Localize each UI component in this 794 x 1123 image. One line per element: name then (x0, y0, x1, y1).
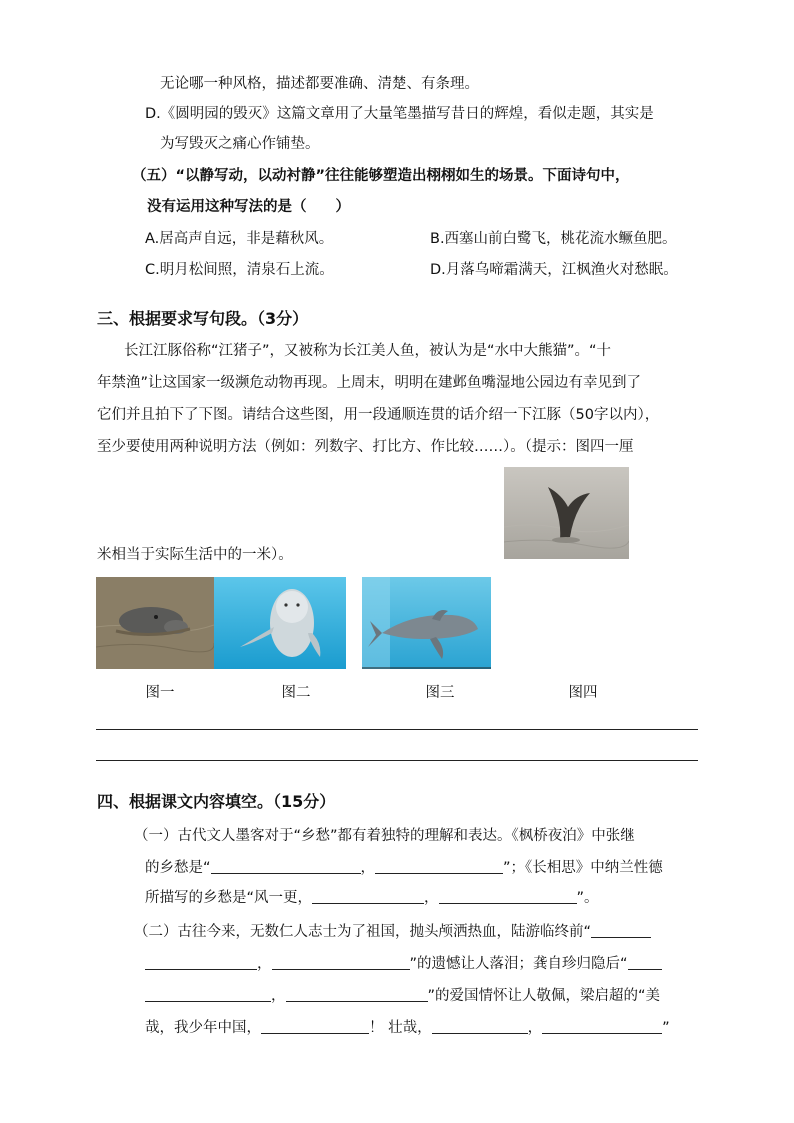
figure-one-caption: 图一 (145, 685, 175, 701)
figure-two-caption: 图二 (281, 685, 311, 701)
fill-blank[interactable] (628, 955, 662, 970)
option-b: B.西塞山前白鹭飞，桃花流水鳜鱼肥。 (430, 231, 677, 247)
option-d-line: D.《圆明园的毁灭》这篇文章用了大量笔墨描写昔日的辉煌，看似走题，其实是 (145, 106, 654, 122)
text-fragment: ”的遗憾让人落泪；龚自珍归隐后“ (409, 956, 628, 972)
paragraph-line: 长江江豚俗称“江猪子”，又被称为长江美人鱼，被认为是“水中大熊猫”。“十 (124, 343, 612, 359)
fill-blank[interactable] (542, 1019, 662, 1034)
text-fragment: ！ 壮哉， (369, 1020, 432, 1036)
question-line (145, 954, 662, 974)
section-title: 三、根据要求写句段。（3分） (97, 309, 309, 328)
fill-blank[interactable] (145, 987, 271, 1002)
figure-three-caption: 图三 (425, 685, 455, 701)
text-fragment: ， (271, 988, 286, 1004)
paragraph-line: 米相当于实际生活中的一米）。 (97, 547, 293, 563)
question-stem: （五）“以静写动，以动衬静”往往能够塑造出栩栩如生的场景。下面诗句中， (132, 168, 630, 184)
figure-one-photo (96, 577, 214, 669)
text-fragment: ， (257, 956, 272, 972)
paragraph-line: 至少要使用两种说明方法（例如：列数字、打比方、作比较……）。（提示：图四一厘 (97, 439, 634, 455)
figure-four-caption: 图四 (568, 685, 598, 701)
section-title: 四、根据课文内容填空。（15分） (97, 792, 336, 811)
text-fragment: ， (360, 860, 376, 876)
fill-blank[interactable] (261, 1019, 369, 1034)
text-fragment: ”。 (576, 890, 599, 906)
fill-blank[interactable] (286, 987, 428, 1002)
paragraph-line: 它们并且拍下了下图。请结合这些图，用一段通顺连贯的话介绍一下江豚（50字以内）， (97, 407, 660, 423)
text-fragment: ， (424, 890, 439, 906)
answer-line[interactable] (96, 760, 698, 761)
figure-four-photo (504, 467, 629, 559)
fill-blank[interactable] (439, 889, 577, 904)
fill-blank[interactable] (375, 859, 503, 874)
question-line (145, 1018, 670, 1038)
fill-blank[interactable] (145, 955, 257, 970)
paragraph-line: 年禁渔”让这国家一级濒危动物再现。上周末，明明在建邺鱼嘴湿地公园边有幸见到了 (97, 375, 642, 391)
option-d: D.月落乌啼霜满天，江枫渔火对愁眠。 (430, 262, 678, 278)
fill-blank[interactable] (591, 923, 651, 938)
fill-blank[interactable] (312, 889, 424, 904)
figure-two-photo (214, 577, 346, 669)
text-fragment: ， (527, 1020, 543, 1036)
text-fragment: 的乡愁是“ (145, 860, 211, 876)
option-c: C.明月松间照，清泉石上流。 (145, 262, 334, 278)
figure-three-photo (362, 577, 491, 669)
text-fragment: ” (662, 1020, 670, 1036)
text-fragment: ”的爱国情怀让人敬佩，梁启超的“美 (427, 988, 661, 1004)
answer-line[interactable] (96, 729, 698, 730)
option-d-line: 为写毁灭之痛心作铺垫。 (160, 136, 320, 152)
fill-blank[interactable] (211, 859, 361, 874)
question-line (145, 858, 663, 878)
fill-blank[interactable] (432, 1019, 528, 1034)
question-stem: 没有运用这种写法的是（ ） (147, 199, 350, 215)
question-line: （一）古代文人墨客对于“乡愁”都有着独特的理解和表达。《枫桥夜泊》中张继 (134, 828, 635, 844)
text-fragment: 哉，我少年中国， (145, 1020, 261, 1036)
text-fragment: （二）古往今来，无数仁人志士为了祖国，抛头颅洒热血，陆游临终前“ (134, 924, 592, 940)
question-line (134, 922, 651, 942)
question-line (145, 888, 599, 908)
paragraph-line: 无论哪一种风格，描述都要准确、清楚、有条理。 (160, 76, 479, 92)
text-fragment: 所描写的乡愁是“风一更， (145, 890, 313, 906)
question-line (145, 986, 660, 1006)
fill-blank[interactable] (272, 955, 410, 970)
option-a: A.居高声自远，非是藉秋风。 (145, 231, 334, 247)
text-fragment: ”；《长相思》中纳兰性德 (503, 860, 663, 876)
